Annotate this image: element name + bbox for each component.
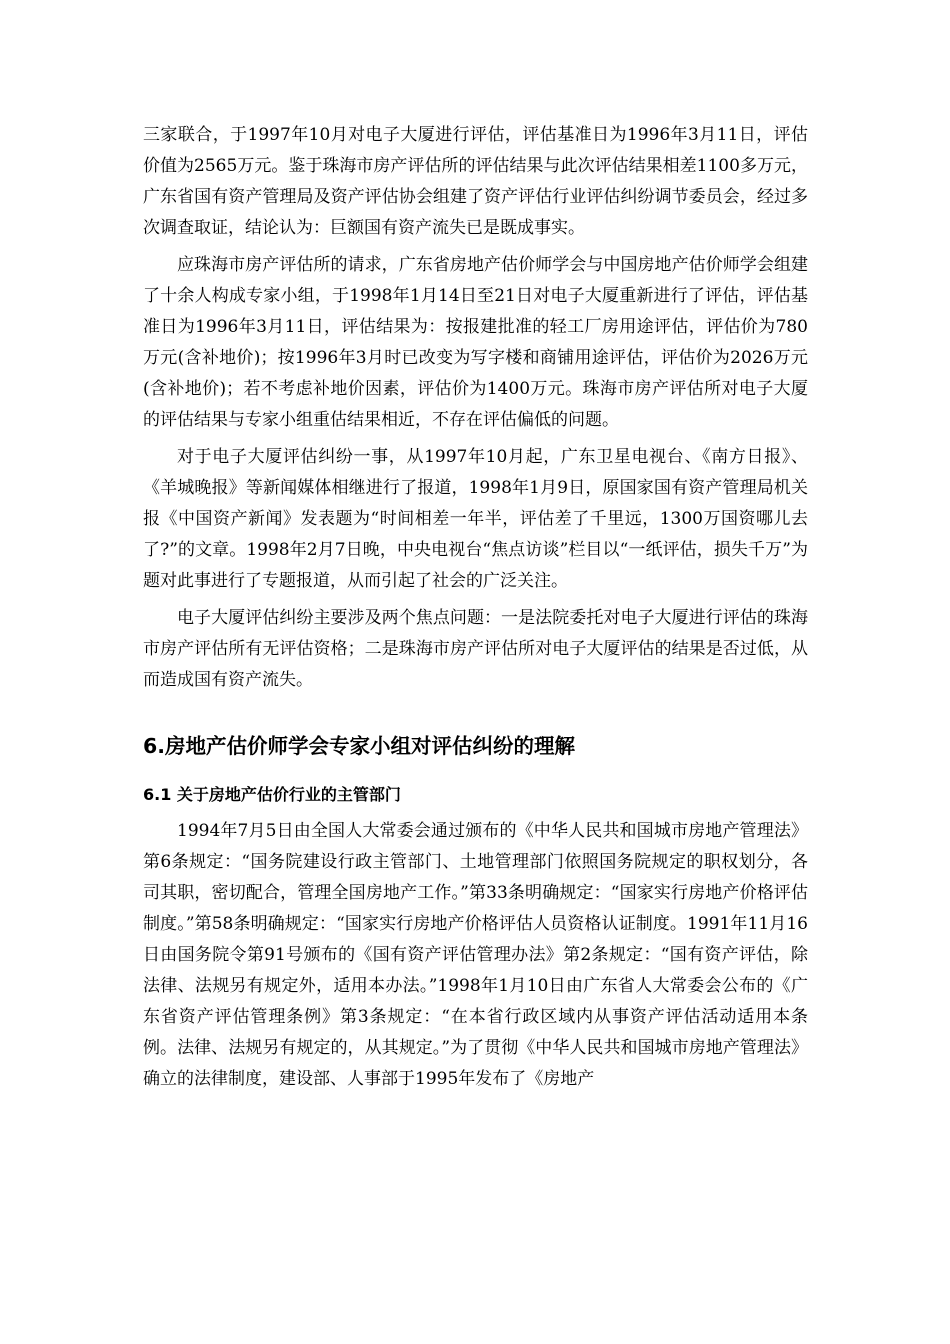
paragraph-focus-issues: 电子大厦评估纠纷主要涉及两个焦点问题：一是法院委托对电子大厦进行评估的珠海市房产评估所有无评估资格；二是珠海市房产评估所对电子大厦评估的结果是否过低，从而造成国有资产流失。 bbox=[143, 608, 808, 690]
paragraph-media-coverage: 对于电子大厦评估纠纷一事，从1997年10月起，广东卫星电视台、《南方日报》、《羊城晚报》等新闻媒体相继进行了报道，1998年1月9日，原国家国有资产管理局机关报《中国资产新闻》发表题为“时间相差一年半，评估差了千里远，1300万国资哪儿去了?”的文章。1998年2月7日晚，中央电视台“焦点访谈”栏目以“一纸评估，损失千万”为题对此事进行了专题报道，从而引起了社会的广泛关注。 bbox=[143, 447, 808, 591]
paragraph-regulatory-framework: 1994年7月5日由全国人大常委会通过颁布的《中华人民共和国城市房地产管理法》第6条规定：“国务院建设行政主管部门、土地管理部门依照国务院规定的职权划分，各司其职，密切配合，管理全国房地产工作。”第33条明确规定：“国家实行房地产价格评估制度。”第58条明确规定：“国家实行房地产价格评估人员资格认证制度。1991年11月16日由国务院令第91号颁布的《国有资产评估管理办法》第2条规定：“国有资产评估，除法律、法规另有规定外，适用本办法。”1998年1月10日由广东省人大常委会公布的《广东省资产评估管理条例》第3条规定：“在本省行政区域内从事资产评估活动适用本条例。法律、法规另有规定的，从其规定。”为了贯彻《中华人民共和国城市房地产管理法》确立的法律制度，建设部、人事部于1995年发布了《房地产 bbox=[143, 821, 808, 1089]
subsection-6-1-title: 6.1 关于房地产估价行业的主管部门 bbox=[143, 785, 401, 804]
section-6-title: 6.房地产估价师学会专家小组对评估纠纷的理解 bbox=[143, 734, 576, 758]
paragraph-expert-reevaluation: 应珠海市房产评估所的请求，广东省房地产估价师学会与中国房地产估价师学会组建了十余人构成专家小组，于1998年1月14日至21日对电子大厦重新进行了评估，评估基准日为1996年3月11日，评估结果为：按报建批准的轻工厂房用途评估，评估价为780万元(含补地价)；按1996年3月时已改变为写字楼和商铺用途评估，评估价为2026万元(含补地价)；若不考虑补地价因素，评估价为1400万元。珠海市房产评估所对电子大厦的评估结果与专家小组重估结果相近，不存在评估偏低的问题。 bbox=[143, 255, 808, 430]
paragraph-evaluation-1997: 三家联合，于1997年10月对电子大厦进行评估，评估基准日为1996年3月11日，评估价值为2565万元。鉴于珠海市房产评估所的评估结果与此次评估结果相差1100多万元，广东省国有资产管理局及资产评估协会组建了资产评估行业评估纠纷调节委员会，经过多次调查取证，结论认为：巨额国有资产流失已是既成事实。 bbox=[143, 125, 808, 238]
document-page bbox=[143, 120, 808, 1095]
